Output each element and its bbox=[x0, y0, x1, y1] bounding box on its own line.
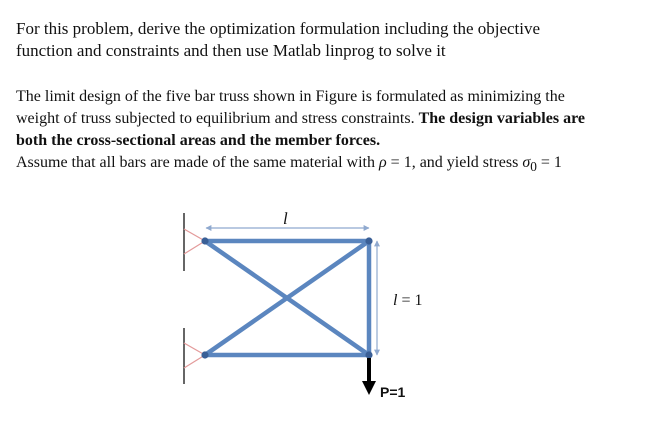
node-top-left bbox=[201, 237, 208, 244]
sigma-symbol: σ bbox=[522, 154, 531, 171]
description-line-1: The limit design of the five bar truss shown in Figure is formulated as minimizing the bbox=[16, 88, 565, 105]
bottom-support-brace-lower bbox=[184, 355, 205, 368]
rho-value-text: = 1, and yield stress bbox=[386, 154, 523, 171]
truss-members bbox=[205, 241, 369, 355]
height-dimension-variable: l bbox=[393, 292, 398, 309]
load-arrow-head bbox=[362, 381, 376, 395]
bottom-support-brace-upper bbox=[184, 343, 205, 355]
description-line-2-text: weight of truss subjected to equilibrium and stress constraints. bbox=[16, 110, 419, 127]
top-support-brace-upper bbox=[184, 229, 205, 241]
height-dimension-value: = 1 bbox=[397, 292, 423, 309]
material-assumption-text: Assume that all bars are made of the same material with bbox=[16, 154, 379, 171]
height-dimension-label bbox=[393, 292, 422, 309]
sigma-value-text: = 1 bbox=[536, 154, 562, 171]
sigma-subscript: 0 bbox=[530, 159, 537, 175]
rho-symbol: ρ bbox=[378, 154, 387, 171]
node-bottom-right bbox=[365, 351, 372, 358]
node-top-right bbox=[365, 237, 372, 244]
load-label: P=1 bbox=[380, 384, 406, 400]
top-support-brace-lower bbox=[184, 241, 205, 254]
load-arrow-icon bbox=[362, 358, 376, 395]
node-bottom-left bbox=[201, 351, 208, 358]
design-variables-emphasis-start: The design variables are bbox=[418, 110, 585, 127]
design-variables-emphasis-end: both the cross-sectional areas and the member forces. bbox=[16, 132, 381, 149]
width-dimension-label: l bbox=[283, 209, 288, 228]
problem-statement-line-2: function and constraints and then use Matlab linprog to solve it bbox=[16, 41, 446, 60]
problem-statement-line-1: For this problem, derive the optimization formulation including the objective bbox=[16, 19, 541, 38]
